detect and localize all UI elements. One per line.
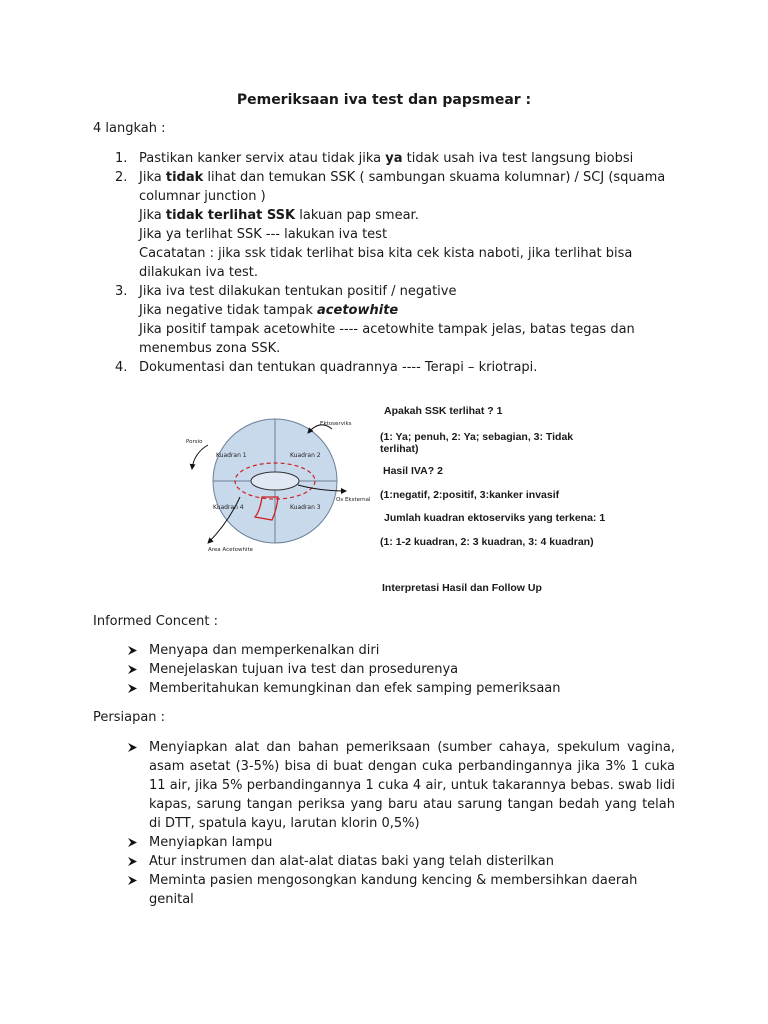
arrow-bullet-icon	[127, 856, 138, 867]
step-text: Jika	[139, 208, 166, 223]
label-os-eksternal: Os Eksternal	[336, 497, 371, 503]
legend-q3-options: (1: 1-2 kuadran, 2: 3 kuadran, 3: 4 kuadran)	[380, 536, 594, 548]
list-item	[127, 871, 675, 909]
label-porsio: Porsio	[186, 439, 203, 445]
step-bold-italic: acetowhite	[317, 303, 399, 318]
step-number: 3.	[115, 284, 128, 299]
step-text: lakuan pap smear.	[295, 208, 419, 223]
arrow-bullet-icon	[127, 645, 138, 656]
informed-consent-heading: Informed Concent :	[93, 614, 219, 629]
step-bold: ya	[385, 151, 403, 166]
label-kuadran1: Kuadran 1	[216, 452, 247, 459]
step-number: 2.	[115, 170, 128, 185]
list-item-text: Menyiapkan alat dan bahan pemeriksaan (sumber cahaya, spekulum vagina, asam asetat (3-5%) bisa di buat dengan cuka perbandingannya jika 3% 1 cuka 11 air, jika 5% perbandingannya 1 cuka 4 air, untuk takarannya bebas. swab lidi kapas, sarung tangan periksa yang baru atau sarung tangan bedah yang telah di DTT, spatula kayu, larutan klorin 0,5%)	[149, 740, 675, 831]
arrow-bullet-icon	[127, 664, 138, 675]
informed-consent-list	[127, 641, 675, 698]
legend-q3: Jumlah kuadran ektoserviks yang terkena: 1	[384, 512, 606, 524]
list-item-text: Menyapa dan memperkenalkan diri	[149, 643, 380, 658]
list-item	[127, 679, 675, 698]
legend-q1: Apakah SSK terlihat ? 1	[384, 405, 503, 417]
step-1	[93, 149, 683, 168]
step-4	[93, 358, 683, 377]
label-kuadran3: Kuadran 3	[290, 504, 321, 511]
step-3	[93, 282, 683, 358]
step-line	[139, 206, 683, 225]
arrow-porsio	[192, 445, 208, 469]
os-ellipse	[251, 472, 299, 490]
persiapan-heading: Persiapan :	[93, 710, 166, 725]
step-line	[139, 301, 683, 320]
step-2	[93, 168, 683, 282]
arrow-bullet-icon	[127, 683, 138, 694]
legend-q1-options-b: terlihat)	[380, 443, 419, 455]
step-text: lihat dan temukan SSK ( sambungan skuama kolumnar) / SCJ (squama columnar junction )	[139, 170, 666, 204]
persiapan-list	[127, 738, 675, 909]
step-line: Jika positif tampak acetowhite ---- acetowhite tampak jelas, batas tegas dan menembus zona SSK.	[139, 322, 635, 356]
step-bold: tidak	[165, 170, 204, 185]
label-kuadran2: Kuadran 2	[290, 452, 321, 459]
list-item-text: Menyiapkan lampu	[149, 835, 273, 850]
page-title: Pemeriksaan iva test dan papsmear :	[236, 92, 532, 108]
step-text: Jika negative tidak tampak	[139, 303, 318, 318]
step-number: 1.	[115, 151, 128, 166]
list-item	[127, 833, 675, 852]
step-text: Pastikan kanker servix atau tidak jika	[139, 151, 386, 166]
label-area-acetowhite: Area Acetowhite	[208, 547, 254, 553]
list-item-text: Meminta pasien mengosongkan kandung kencing & membersihkan daerah genital	[149, 873, 638, 907]
steps-list	[93, 149, 683, 377]
list-item-text: Memberitahukan kemungkinan dan efek samping pemeriksaan	[149, 681, 561, 696]
step-text: tidak usah iva test langsung biobsi	[402, 151, 634, 166]
step-line: Cacatatan : jika ssk tidak terlihat bisa kita cek kista naboti, jika terlihat bisa dilakukan iva test.	[139, 246, 633, 280]
arrow-bullet-icon	[127, 742, 138, 753]
step-text: Jika	[139, 170, 166, 185]
legend-q2: Hasil IVA? 2	[383, 465, 443, 477]
list-item	[127, 738, 675, 833]
list-item	[127, 641, 675, 660]
legend-q1-options-a: (1: Ya; penuh, 2: Ya; sebagian, 3: Tidak	[380, 431, 574, 443]
arrow-bullet-icon	[127, 875, 138, 886]
list-item-text: Atur instrumen dan alat-alat diatas baki yang telah disterilkan	[149, 854, 554, 869]
cervix-quadrant-diagram	[180, 405, 371, 555]
label-kuadran4: Kuadran 4	[213, 504, 244, 511]
legend-footer: Interpretasi Hasil dan Follow Up	[382, 582, 542, 594]
step-line	[139, 168, 683, 206]
list-item	[127, 852, 675, 871]
label-ektoserviks: Ektoserviks	[320, 421, 352, 427]
list-item-text: Menejelaskan tujuan iva test dan prosedurenya	[149, 662, 459, 677]
legend-q2-options: (1:negatif, 2:positif, 3:kanker invasif	[380, 489, 560, 501]
step-line: Jika ya terlihat SSK --- lakukan iva test	[139, 227, 388, 242]
arrow-bullet-icon	[127, 837, 138, 848]
step-text: Dokumentasi dan tentukan quadrannya ---- Terapi – kriotrapi.	[139, 360, 538, 375]
step-bold: tidak terlihat SSK	[165, 208, 296, 223]
steps-heading: 4 langkah :	[93, 121, 166, 136]
step-number: 4.	[115, 360, 128, 375]
step-line: Jika iva test dilakukan tentukan positif / negative	[139, 284, 457, 299]
list-item	[127, 660, 675, 679]
